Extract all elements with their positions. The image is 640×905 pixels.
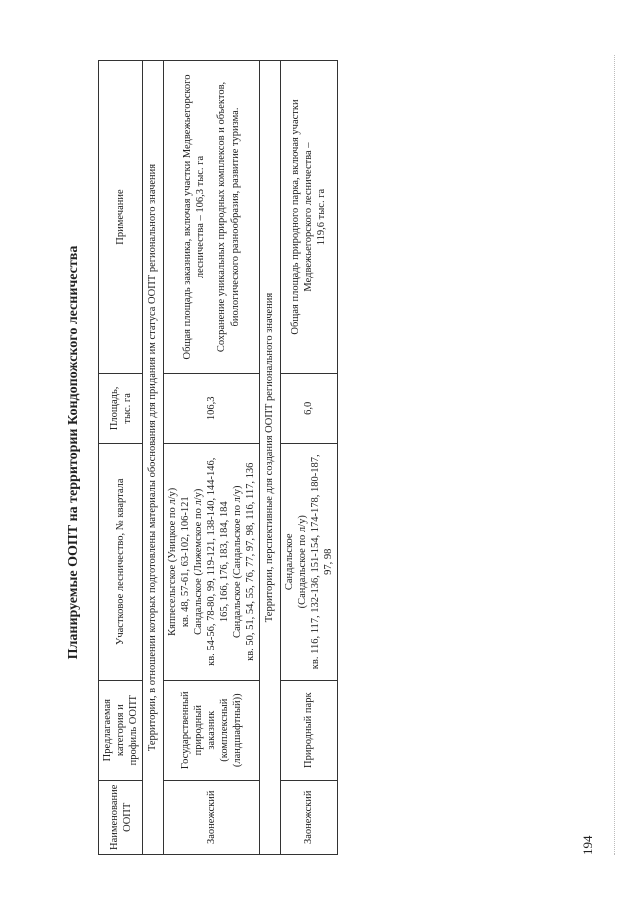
header-area: Площадь, тыс. га	[99, 374, 143, 444]
scan-edge-marks	[614, 55, 615, 855]
header-category: Предлагаемая категория и профиль ООПТ	[99, 680, 143, 780]
document-title: Планируемые ООПТ на территории Кондопожского лесничества	[66, 245, 81, 660]
row1-note-purpose: Сохранение уникальных природных комплексов и объектов, биологического разнообразия, развитие туризма.	[216, 81, 241, 353]
row2-note: Общая площадь природного парка, включая участки Медвежьегорского лесничества – 119,6 тыс. га	[280, 61, 338, 374]
header-district: Участковое лесничество, № квартала	[99, 443, 143, 680]
row1-name: Заонежский	[163, 780, 260, 854]
section-row-1	[143, 61, 163, 855]
section-row-2	[260, 61, 280, 855]
section-1-text: Территории, в отношении которых подготовлены материалы обоснования для придания им статуса ООПТ регионального значения	[143, 61, 163, 855]
row2-category: Природный парк	[280, 680, 338, 780]
row1-category: Государственный природный заказник (комплексный (ландшафтный))	[163, 680, 260, 780]
page-number: 194	[580, 835, 595, 855]
header-name: Наименование ООПТ	[99, 780, 143, 854]
header-note: Примечание	[99, 61, 143, 374]
header-row	[99, 61, 143, 855]
row1-note	[163, 61, 260, 374]
row2-district: Сандальское (Сандальское по л/у) кв. 116, 117, 132-136, 151-154, 174-178, 180-187, 97, 98	[280, 443, 338, 680]
row1-area: 106,3	[163, 374, 260, 444]
table-row	[280, 61, 338, 855]
row2-area: 6,0	[280, 374, 338, 444]
row1-district: Кяппесельгское (Уницкое по л/у) кв. 48, 57-61, 63-102, 106-121 Сандальское (Лижемское по л/у) кв. 54-56, 78-80, 99, 119-121, 138-140, 144-146, 165, 166, 176, 183, 184, 184 Сандальское (Сандальское по л/у) кв. 50, 51, 54, 55, 76, 77, 97, 98, 116, 117, 136	[163, 443, 260, 680]
row2-name: Заонежский	[280, 780, 338, 854]
protected-areas-table	[98, 60, 338, 855]
section-2-text: Территории, перспективные для создания ООПТ регионального значения	[260, 61, 280, 855]
row1-note-area: Общая площадь заказника, включая участки Медвежьегорского лесничества – 106,3 тыс. га	[182, 74, 207, 360]
table-row	[163, 61, 260, 855]
